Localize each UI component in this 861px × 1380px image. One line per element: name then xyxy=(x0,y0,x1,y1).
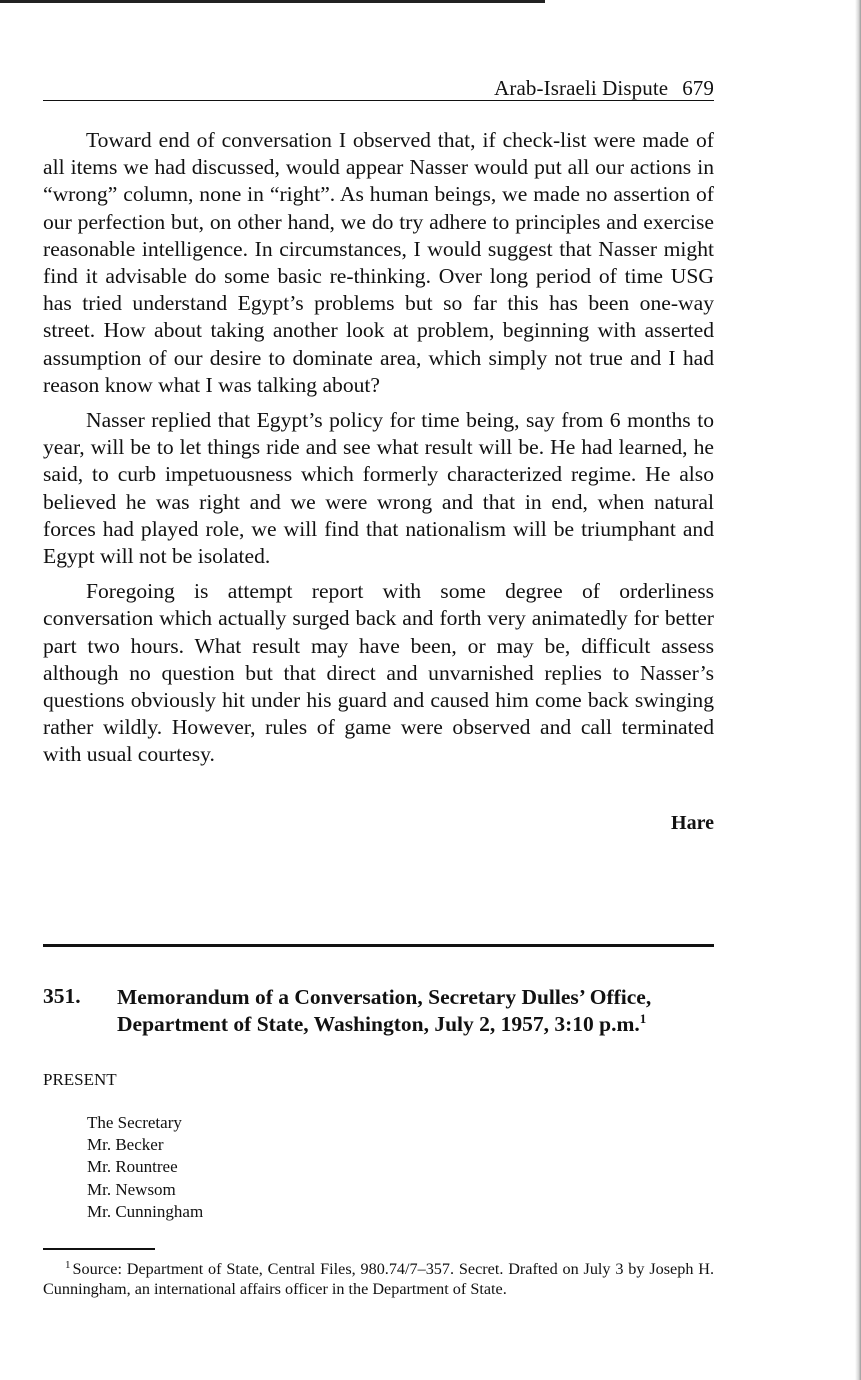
signature: Hare xyxy=(671,812,714,834)
footnote xyxy=(43,1259,714,1299)
document-title xyxy=(117,984,717,1038)
running-header xyxy=(43,74,714,101)
footnote-rule xyxy=(43,1248,155,1250)
footnote-marker: 1 xyxy=(65,1258,71,1271)
footnote-text: Source: Department of State, Central Files, 980.74/7–357. Secret. Drafted on July 3 by Joseph H. Cunningham, an international affairs officer in the Department of State. xyxy=(43,1260,714,1298)
running-title: Arab-Israeli Dispute xyxy=(494,76,669,100)
attendee: Mr. Newsom xyxy=(87,1179,176,1199)
document-number: 351. xyxy=(43,984,81,1008)
attendee: Mr. Cunningham xyxy=(87,1201,204,1221)
paragraph: Foregoing is attempt report with some degree of orderliness conversation which actually surged back and forth very animatedly for better part two hours. What result may have been, or may be, difficult assess although no question but that direct and unvarnished replies to Nasser’s questions obviously hit under his guard and caused him come back swinging rather wildly. However, rules of game were observed and call terminated with usual courtesy. xyxy=(43,579,714,767)
present-label: PRESENT xyxy=(43,1070,117,1089)
page-number: 679 xyxy=(682,76,714,100)
top-edge-rule xyxy=(0,0,545,3)
section-divider xyxy=(43,944,714,947)
attendee: Mr. Rountree xyxy=(87,1157,178,1177)
footnote-reference: 1 xyxy=(639,1010,647,1026)
attendee-list xyxy=(87,1112,203,1223)
paragraph: Toward end of conversation I observed that, if check-list were made of all items we had discussed, would appear Nasser would put all our actions in “wrong” column, none in “right”. As human beings, we made no assertion of our perfection but, on other hand, we do try adhere to principles and exercise reasonable intelligence. In circumstances, I would suggest that Nasser might find it advisable do some basic re-thinking. Over long period of time USG has tried understand Egypt’s problems but so far this has been one-way street. How about taking another look at problem, beginning with asserted assumption of our desire to dominate area, which simply not true and I had reason know what I was talking about? xyxy=(43,128,714,397)
attendee: Mr. Becker xyxy=(87,1135,164,1155)
attendee: The Secretary xyxy=(87,1113,182,1132)
body-text xyxy=(43,127,714,777)
running-head xyxy=(494,76,714,101)
page-edge-shadow xyxy=(855,0,861,1380)
paragraph: Nasser replied that Egypt’s policy for time being, say from 6 months to year, will be to let things ride and see what result will be. He had learned, he said, to curb impetuousness which formerly characterized regime. He also believed he was right and we were wrong and that in end, when natural forces had played role, we will find that nationalism will be triumphant and Egypt will not be isolated. xyxy=(43,408,714,569)
document-title-text: Memorandum of a Conversation, Secretary Dulles’ Office, Department of State, Washington, July 2, 1957, 3:10 p.m. xyxy=(117,985,652,1036)
